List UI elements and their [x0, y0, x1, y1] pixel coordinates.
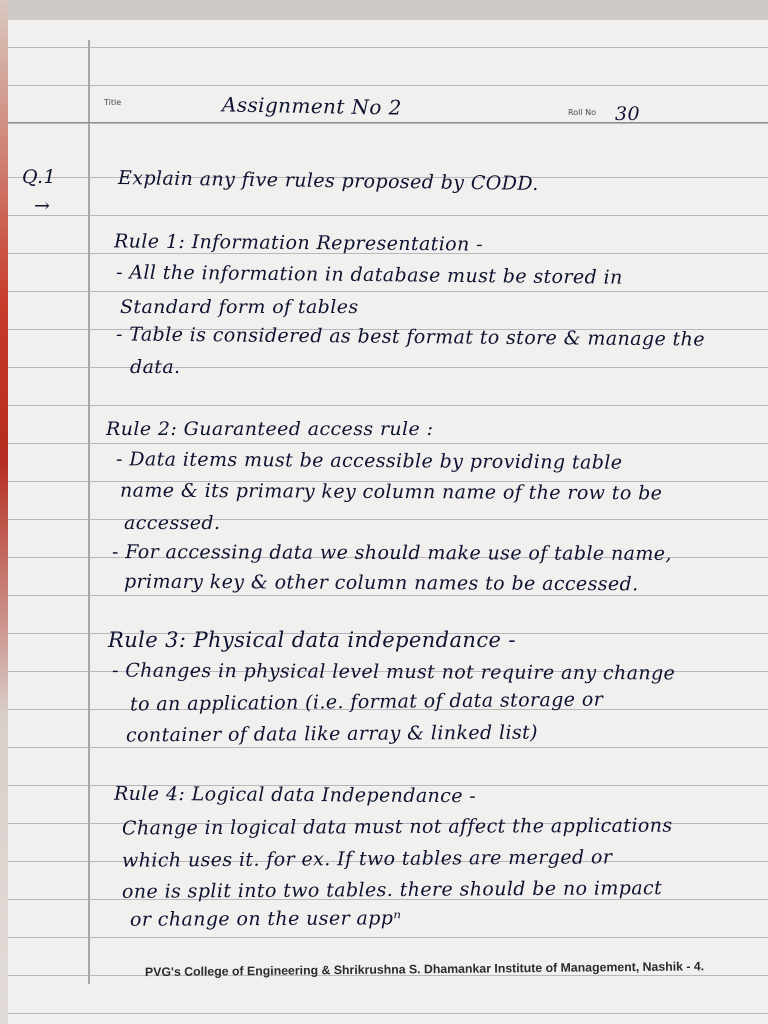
text-line: container of data like array & linked list)	[125, 721, 539, 747]
roll-no-value: 30	[615, 103, 640, 125]
header-rule	[8, 122, 768, 123]
text-line: data.	[130, 356, 181, 378]
question-arrow: →	[34, 195, 51, 217]
text-line: Standard form of tables	[120, 296, 359, 318]
text-line: one is split into two tables. there should be no impact	[121, 877, 663, 903]
text-line: - All the information in database must be stored in	[115, 261, 623, 289]
rule-3-heading: Rule 3: Physical data independance -	[108, 628, 516, 652]
text-line: Change in logical data must not affect the applications	[121, 814, 673, 840]
text-line: primary key & other column names to be accessed.	[123, 570, 639, 596]
text-line: which uses it. for ex. If two tables are merged or	[121, 846, 613, 872]
text-line: - Changes in physical level must not require any change	[111, 659, 676, 685]
rule-4-heading: Rule 4: Logical data Independance -	[113, 782, 477, 808]
text-line: accessed.	[124, 512, 221, 534]
rule-1-heading: Rule 1: Information Representation -	[113, 230, 484, 256]
text-line: name & its primary key column name of the row to be	[119, 479, 663, 505]
rule-2-heading: Rule 2: Guaranteed access rule :	[106, 418, 434, 440]
assignment-title: Assignment No 2	[221, 92, 402, 120]
margin-line	[88, 40, 90, 984]
notebook-edge	[0, 0, 8, 1024]
text-line: to an application (i.e. format of data storage or	[129, 688, 604, 716]
college-footer: PVG's College of Engineering & Shrikrushna S. Dhamankar Institute of Management, Nashik - 4.	[144, 959, 705, 980]
text-line: - Table is considered as best format to store & manage the	[115, 323, 705, 351]
text-line: - Data items must be accessible by providing table	[115, 448, 623, 474]
question-text: Explain any five rules proposed by CODD.	[117, 167, 539, 195]
text-line: - For accessing data we should make use of table name,	[111, 541, 672, 565]
text-line: or change on the user appⁿ	[129, 907, 402, 931]
roll-no-label: Roll No	[568, 108, 596, 117]
question-number: Q.1	[22, 166, 56, 188]
title-label: Title	[104, 98, 122, 107]
